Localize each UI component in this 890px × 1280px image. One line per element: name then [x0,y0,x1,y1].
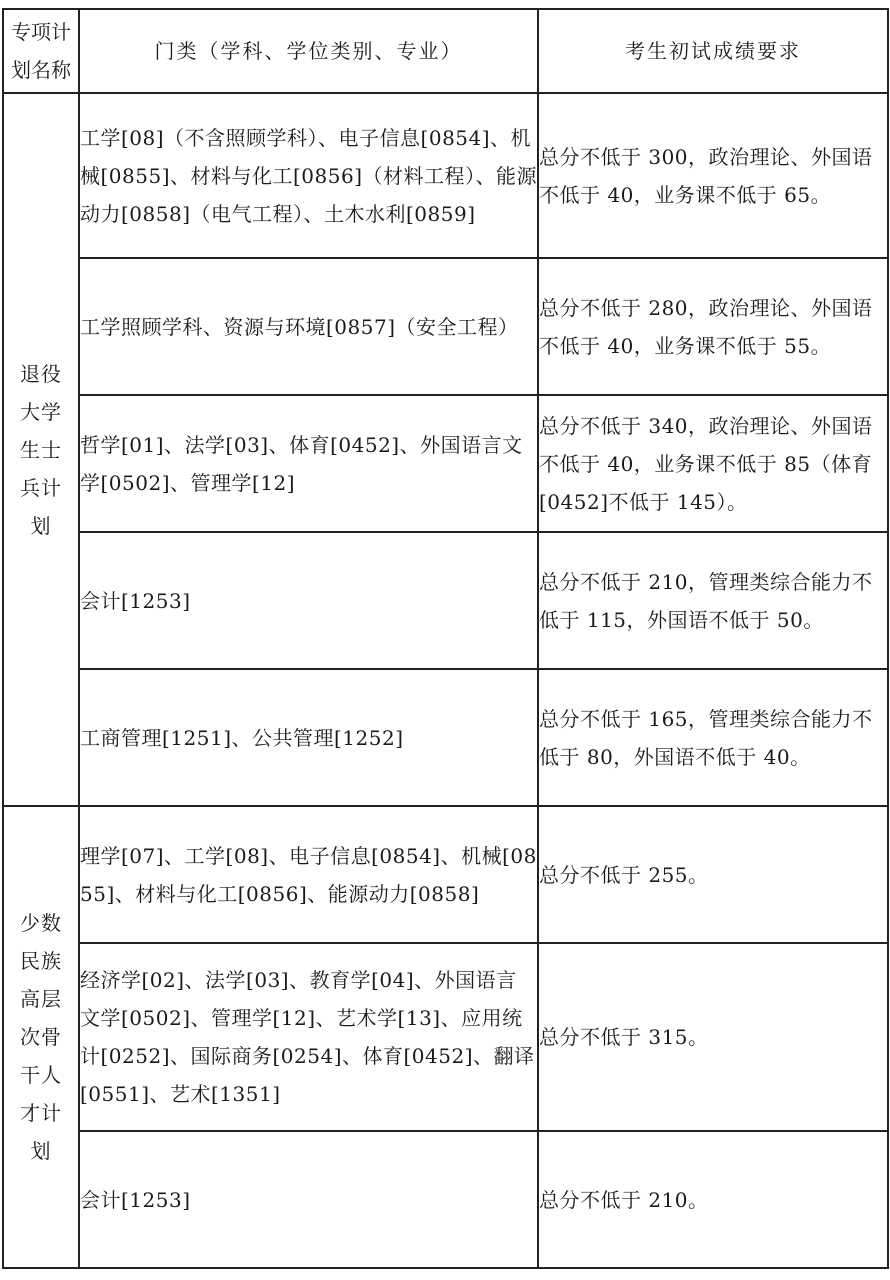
category-cell: 工学照顾学科、资源与环境[0857]（安全工程） [79,258,538,395]
requirement-cell: 总分不低于 340，政治理论、外国语不低于 40，业务课不低于 85（体育[0452]不低于 145）。 [538,395,888,532]
table-row [3,806,888,943]
plan-name-veteran [3,93,79,806]
header-requirement: 考生初试成绩要求 [538,9,888,93]
table-row [3,943,888,1131]
header-plan: 专项计划名称 [3,9,79,93]
category-cell: 哲学[01]、法学[03]、体育[0452]、外国语言文学[0502]、管理学[12] [79,395,538,532]
table-row [3,532,888,669]
category-cell: 经济学[02]、法学[03]、教育学[04]、外国语言文学[0502]、管理学[12]、艺术学[13]、应用统计[0252]、国际商务[0254]、体育[0452]、翻译[0551]、艺术[1351] [79,943,538,1131]
header-category: 门类（学科、学位类别、专业） [79,9,538,93]
category-cell: 会计[1253] [79,532,538,669]
requirement-cell: 总分不低于 280，政治理论、外国语不低于 40，业务课不低于 55。 [538,258,888,395]
category-cell: 工学[08]（不含照顾学科）、电子信息[0854]、机械[0855]、材料与化工[0856]（材料工程）、能源动力[0858]（电气工程）、土木水利[0859] [79,93,538,258]
table-row [3,93,888,258]
table-row [3,258,888,395]
category-cell: 工商管理[1251]、公共管理[1252] [79,669,538,806]
plan-name-minority [3,806,79,1268]
plan-name-text: 退役大学生士兵计划 [20,361,62,538]
requirement-cell: 总分不低于 210，管理类综合能力不低于 115，外国语不低于 50。 [538,532,888,669]
requirement-cell: 总分不低于 300，政治理论、外国语不低于 40，业务课不低于 65。 [538,93,888,258]
table-row [3,669,888,806]
header-row [3,9,888,93]
requirement-cell: 总分不低于 315。 [538,943,888,1131]
requirement-cell: 总分不低于 210。 [538,1131,888,1268]
requirements-table [2,8,889,1269]
plan-name-text: 少数民族高层次骨干人才计划 [20,911,62,1163]
category-cell: 会计[1253] [79,1131,538,1268]
category-cell: 理学[07]、工学[08]、电子信息[0854]、机械[0855]、材料与化工[0856]、能源动力[0858] [79,806,538,943]
requirement-cell: 总分不低于 255。 [538,806,888,943]
table-row [3,1131,888,1268]
requirement-cell: 总分不低于 165，管理类综合能力不低于 80，外国语不低于 40。 [538,669,888,806]
table-row [3,395,888,532]
